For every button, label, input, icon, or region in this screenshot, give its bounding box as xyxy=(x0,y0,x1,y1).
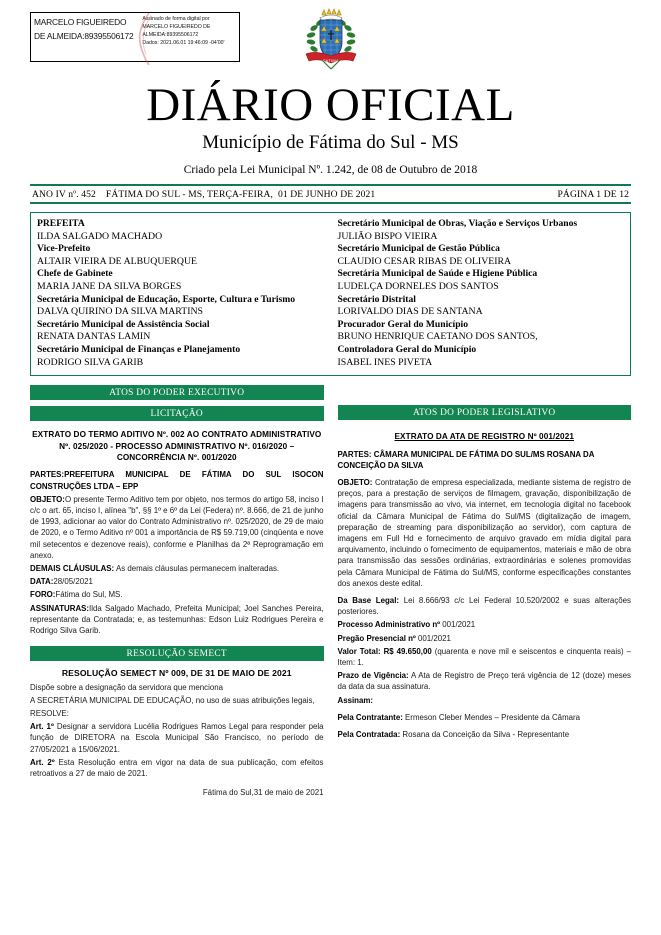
official-role: Controladora Geral do Município xyxy=(337,343,477,355)
signature-meta-line-2: MARCELO FIGUEIREDO DE xyxy=(142,24,211,30)
svg-text:FATIMA: FATIMA xyxy=(322,58,339,63)
base-legal-label: Da Base Legal: xyxy=(337,595,400,605)
official-role: Secretário Municipal de Gestão Pública xyxy=(337,243,500,255)
data-value: 28/05/2021 xyxy=(53,577,93,587)
pregao-label: Pregão Presencial nº xyxy=(337,633,416,643)
art1-paragraph xyxy=(30,721,324,755)
valor-paragraph xyxy=(338,646,632,668)
official-name: CLAUDIO CESAR RIBAS DE OLIVEIRA xyxy=(337,255,512,267)
foro-label: FORO: xyxy=(30,590,56,600)
official-name: LUDELÇA DORNELES DOS SANTOS xyxy=(337,280,499,292)
official-name: RENATA DANTAS LAMIN xyxy=(37,331,151,343)
partes-paragraph xyxy=(30,469,324,491)
contratante-label: Pela Contratante: xyxy=(337,712,403,722)
processo-paragraph xyxy=(338,619,632,630)
section-bar-licitacao: LICITAÇÃO xyxy=(30,406,324,421)
foro-paragraph xyxy=(30,589,324,600)
edition-info-bar xyxy=(30,186,631,202)
masthead xyxy=(30,80,631,178)
data-label: DATA: xyxy=(30,577,54,587)
art2-paragraph xyxy=(30,757,324,779)
prazo-label: Prazo de Vigência: xyxy=(337,671,409,681)
body-columns xyxy=(30,385,631,798)
resolucao-paragraph-2: RESOLVE: xyxy=(30,709,69,718)
data-paragraph xyxy=(30,576,324,587)
signature-meta xyxy=(139,15,236,59)
art1-value: Designar a servidora Lucélia Rodrigues Ramos Legal para responder pela função de DIRETORA na Escola Municipal São Francisco, no período de 27/05/2021 a 15/06/2021. xyxy=(30,722,324,754)
ata-partes-label: PARTES: xyxy=(337,449,372,459)
official-role: Vice-Prefeito xyxy=(37,243,91,255)
section-bar-executivo: ATOS DO PODER EXECUTIVO xyxy=(30,385,324,400)
official-name: ALTAIR VIEIRA DE ALBUQUERQUE xyxy=(37,255,198,267)
partes-label: PARTES: xyxy=(30,470,65,480)
art2-label: Art. 2º xyxy=(30,757,55,767)
ata-partes-value: CÂMARA MUNICIPAL DE FÁTIMA DO SUL/MS ROSANA DA CONCEIÇÃO DA SILVA xyxy=(337,449,595,470)
official-name: LORIVALDO DIAS DE SANTANA xyxy=(337,306,483,318)
officials-box xyxy=(30,212,631,376)
extrato-title: EXTRATO DO TERMO ADITIVO Nº. 002 AO CONTRATO ADMINISTRATIVO Nº. 025/2020 - PROCESSO ADMINISTRATIVO Nº. 016/2020 – CONCORRÊNCIA Nº. 001/2020 xyxy=(32,430,322,462)
official-role: Secretária Municipal de Saúde e Higiene Pública xyxy=(337,268,538,280)
resolucao-title: RESOLUÇÃO SEMECT Nº 009, DE 31 DE MAIO DE 2021 xyxy=(61,668,292,679)
ata-objeto-paragraph xyxy=(338,477,632,589)
official-name: JULIÃO BISPO VIEIRA xyxy=(337,230,438,242)
pregao-value: 001/2021 xyxy=(418,633,451,643)
prazo-value: A Ata de Registro de Preço terá vigência de 12 (doze) meses da data da sua assinatura. xyxy=(337,671,631,692)
official-name: MARIA JANE DA SILVA BORGES xyxy=(37,280,182,292)
column-executivo xyxy=(30,385,324,798)
assinaturas-value: Ilda Salgado Machado, Prefeita Municipal; Joel Sanches Pereira, representante da Contratada; e, as testemunhas: Edson Luiz Rodrigues Pereira e Rodrigo Silva Garib. xyxy=(30,603,324,635)
top-band xyxy=(30,0,631,78)
signature-swoosh-icon xyxy=(135,13,157,65)
contratante-value: Ermeson Cleber Mendes – Presidente da Câmara xyxy=(405,712,581,722)
contratada-paragraph xyxy=(338,729,632,740)
foro-value: Fátima do Sul, MS. xyxy=(55,590,123,600)
official-name: DALVA QUIRINO DA SILVA MARTINS xyxy=(37,306,203,318)
official-role: Secretária Municipal de Educação, Esporte, Cultura e Turismo xyxy=(37,293,296,305)
column-spacer xyxy=(338,385,632,405)
base-legal-paragraph xyxy=(338,595,632,617)
pregao-paragraph xyxy=(338,633,632,644)
official-role: Secretário Municipal de Obras, Viação e Serviços Urbanos xyxy=(337,218,578,229)
digital-signature-box xyxy=(30,12,240,62)
ata-partes-paragraph xyxy=(338,449,632,471)
assinam-label: Assinam: xyxy=(337,695,374,705)
ata-title: EXTRATO DA ATA DE REGISTRO Nº 001/2021 xyxy=(394,432,575,442)
official-name: RODRIGO SILVA GARIB xyxy=(37,356,144,368)
section-bar-legislativo: ATOS DO PODER LEGISLATIVO xyxy=(338,405,632,420)
signature-meta-line-3: ALMEIDA:89395506172 xyxy=(142,32,199,38)
prazo-paragraph xyxy=(338,670,632,692)
page-title: DIÁRIO OFICIAL xyxy=(146,79,515,131)
official-role: Chefe de Gabinete xyxy=(37,268,113,280)
resolucao-subtitle: Dispõe sobre a designação da servidora que menciona xyxy=(30,682,224,692)
official-role: PREFEITA xyxy=(37,218,85,229)
signature-meta-line-1: Assinado de forma digital por xyxy=(142,16,210,22)
assinaturas-paragraph xyxy=(30,603,324,637)
objeto-value: O presente Termo Aditivo tem por objeto, nos termos do artigo 58, inciso I c/c o art. 65, inciso I, alínea "b", §§ 1º e 6º da Lei (Federa) nº. 8.666, de 21 de junho de 1993, adicionar ao valor do Contrato Administrativo nº. 025/2020, de 29 de maio de 2020, e o Termo Aditivo nº 001 a importância de R$ 59.719,00 (cinqüenta e nove mil setecentos e dezenove reais), conforme e Planilhas da 2ª Reprogramação em anexo. xyxy=(30,494,324,560)
edition-info-divider xyxy=(30,202,631,204)
masthead-law-note: Criado pela Lei Municipal Nº. 1.242, de 08 de Outubro de 2018 xyxy=(183,164,478,176)
objeto-label: OBJETO: xyxy=(30,494,65,504)
processo-value: 001/2021 xyxy=(442,620,476,630)
objeto-paragraph xyxy=(30,494,324,561)
art1-label: Art. 1º xyxy=(30,722,54,732)
masthead-subtitle: Município de Fátima do Sul - MS xyxy=(202,132,459,153)
contratante-paragraph xyxy=(338,712,632,723)
signature-meta-line-4: Dados: 2021.06.01 19:46:09 -04'00' xyxy=(142,40,225,46)
art2-value: Esta Resolução entra em vigor na data de sua publicação, com efeitos retroativos a 27 de maio de 2021. xyxy=(30,757,324,779)
officials-column-left xyxy=(37,218,324,369)
partes-value: PREFEITURA MUNICIPAL DE FÁTIMA DO SUL ISOCON CONSTRUÇÕES LTDA – EPP xyxy=(30,470,324,491)
resolucao-paragraph-1: A SECRETÁRIA MUNICIPAL DE EDUCAÇÃO, no uso de suas atribuições legais, xyxy=(30,695,315,705)
contratada-label: Pela Contratada: xyxy=(337,730,401,739)
base-legal-value: Lei 8.666/93 c/c Lei Federal 10.520/2002 e suas alterações posteriores. xyxy=(337,595,631,617)
coat-of-arms-icon xyxy=(300,8,362,76)
official-role: Procurador Geral do Município xyxy=(337,318,468,330)
processo-label: Processo Administrativo nº xyxy=(337,620,441,630)
contratada-value: Rosana da Conceição da Silva - Representante xyxy=(402,730,570,739)
valor-label: Valor Total: R$ 49.650,00 xyxy=(337,646,432,656)
demais-value: As demais cláusulas permanecem inalteradas. xyxy=(115,563,280,573)
ata-objeto-label: OBJETO: xyxy=(337,477,373,487)
resolucao-closing: Fátima do Sul,31 de maio de 2021 xyxy=(202,788,324,798)
section-bar-resolucao: RESOLUÇÃO SEMECT xyxy=(30,646,324,661)
official-name: BRUNO HENRIQUE CAETANO DOS SANTOS, xyxy=(337,331,538,343)
assinaturas-label: ASSINATURAS: xyxy=(30,603,90,613)
demais-clausulas-paragraph xyxy=(30,563,324,574)
official-role: Secretário Municipal de Assistência Social xyxy=(37,318,210,330)
official-name: ISABEL INES PIVETA xyxy=(337,356,433,368)
ata-objeto-value: Contratação de empresa especializada, mediante sistema de registro de preços, para a prestação de serviços de filmagem, gravação, disponibilização de imagens para transmissão ao vivo, via internet, em tecnologia digital no facebook oficial da Câmara Municipal de Fátima do Sul/MS (digitalização de imagem, preparação de streaming para disponibilização ao servidor), com captura de imagens em Full Hd e fornecimento de arquivo gravado em mídia digital para arquivamento, incluindo o fornecimento de equipamentos, materiais e mão de obra para transmissão das sessões ordinárias, extraordinárias e solenes promovidas pela Câmara Municipal de Fátima do Sul/MS, conforme especificações constantes dos anexos deste edital. xyxy=(337,477,631,588)
signature-name: MARCELO FIGUEIREDO DE ALMEIDA:89395506172 xyxy=(34,17,134,41)
valor-value: (quarenta e nove mil e seiscentos e cinquenta reais) – Item: 1. xyxy=(337,646,631,667)
edition-info-left: ANO IV nº. 452 FÁTIMA DO SUL - MS, TERÇA-FEIRA, 01 DE JUNHO DE 2021 xyxy=(32,189,376,200)
column-legislativo xyxy=(338,385,632,798)
officials-column-right xyxy=(334,218,625,369)
official-role: Secretário Distrital xyxy=(337,293,416,305)
official-role: Secretário Municipal de Finanças e Planejamento xyxy=(37,343,241,355)
demais-label: DEMAIS CLÁUSULAS: xyxy=(30,563,115,573)
edition-info-right: PÁGINA 1 DE 12 xyxy=(557,189,629,200)
official-name: ILDA SALGADO MACHADO xyxy=(37,230,163,242)
